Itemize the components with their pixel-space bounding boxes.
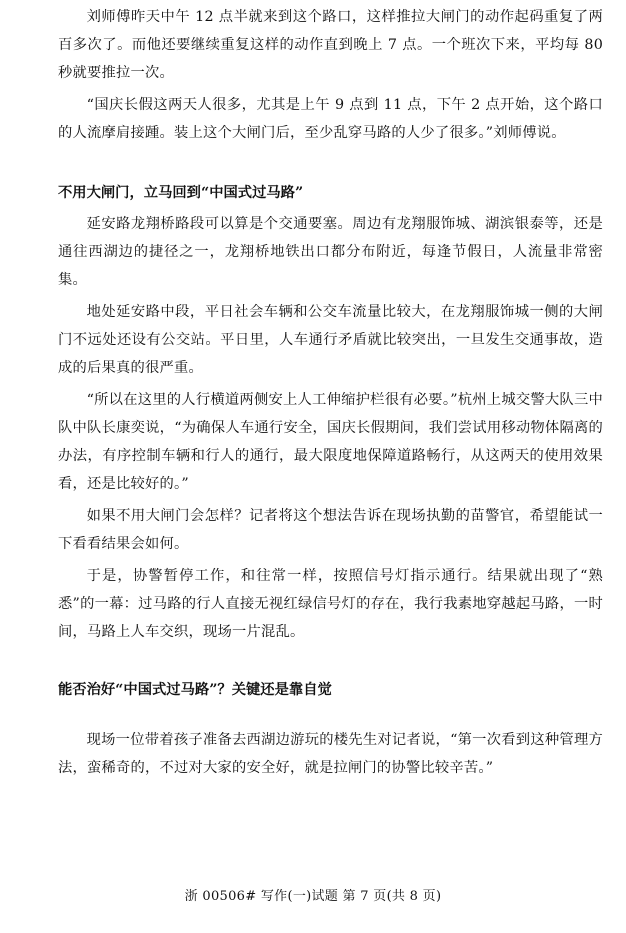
- page-footer: 浙 00506# 写作(一)试题 第 7 页(共 8 页): [184, 889, 442, 904]
- paragraph-1: 刘师傅昨天中午 12 点半就来到这个路口，这样推拉大闸门的动作起码重复了两百多次了。而他还要继续重复这样的动作直到晚上 7 点。一个班次下来，平均每 80 秒就要推拉一次。: [58, 9, 603, 81]
- paragraph-5: “所以在这里的人行横道两侧安上人工伸缩护栏很有必要。”杭州上城交警大队三中队中队长康奕说，“为确保人车通行安全，国庆长假期间，我们尝试用移动物体隔离的办法，有序控制车辆和行人的通行，最大限度地保障道路畅行，从这两天的使用效果看，还是比较好的。”: [58, 392, 603, 492]
- paragraph-4: 地处延安路中段，平日社会车辆和公交车流量比较大，在龙翔服饰城一侧的大闸门不远处还设有公交站。平日里，人车通行矛盾就比较突出，一旦发生交通事故，造成的后果真的很严重。: [58, 304, 603, 376]
- section-heading-2: 能否治好“中国式过马路”？关键还是靠自觉: [58, 682, 332, 698]
- paragraph-8: 现场一位带着孩子准备去西湖边游玩的楼先生对记者说，“第一次看到这种管理方法，蛮稀奇的，不过对大家的安全好，就是拉闸门的协警比较辛苦。”: [58, 732, 603, 776]
- paragraph-3: 延安路龙翔桥路段可以算是个交通要塞。周边有龙翔服饰城、湖滨银泰等，还是通往西湖边的捷径之一，龙翔桥地铁出口都分布附近，每逢节假日，人流量非常密集。: [58, 216, 603, 288]
- paragraph-2: “国庆长假这两天人很多，尤其是上午 9 点到 11 点，下午 2 点开始，这个路口的人流摩肩接踵。装上这个大闸门后，至少乱穿马路的人少了很多。”刘师傅说。: [58, 97, 603, 141]
- section-heading-1: 不用大闸门，立马回到“中国式过马路”: [58, 185, 304, 201]
- paragraph-6: 如果不用大闸门会怎样？记者将这个想法告诉在现场执勤的苗警官，希望能试一下看看结果会如何。: [58, 508, 603, 552]
- article-body: [58, 0, 603, 786]
- paragraph-7: 于是，协警暂停工作，和往常一样，按照信号灯指示通行。结果就出现了“熟悉”的一幕：过马路的行人直接无视红绿信号灯的存在，我行我素地穿越起马路，一时间，马路上人车交织，现场一片混乱。: [58, 568, 603, 640]
